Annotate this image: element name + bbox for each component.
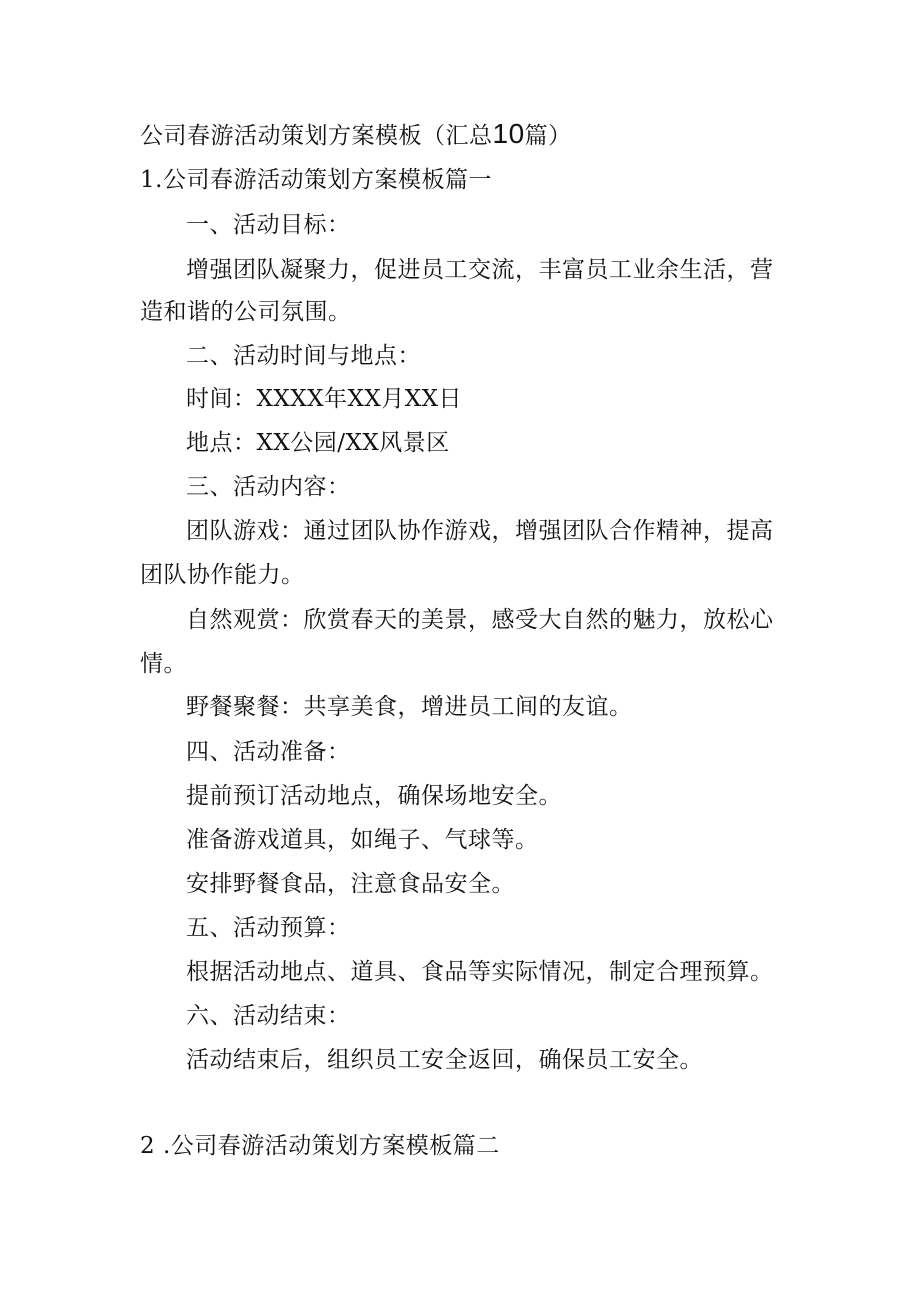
section-2-heading: 2 .公司春游活动策划方案模板篇二 [140, 1133, 500, 1159]
document-title [140, 119, 572, 151]
team-game-text-line-1: 团队游戏：通过团队协作游戏，增强团队合作精神，提高 [186, 518, 774, 544]
title-text-post: 篇） [524, 123, 572, 149]
title-number: 10 [492, 118, 525, 149]
heading-time-place: 二、活动时间与地点： [186, 343, 421, 369]
budget-text: 根据活动地点、道具、食品等实际情况，制定合理预算。 [186, 959, 774, 985]
prep-item-2: 准备游戏道具，如绳子、气球等。 [186, 827, 539, 853]
heading-content: 三、活动内容： [186, 474, 351, 500]
heading-goal: 一、活动目标： [186, 212, 351, 238]
section-1-heading: 1.公司春游活动策划方案模板篇一 [140, 167, 492, 193]
prep-item-3: 安排野餐食品，注意食品安全。 [186, 871, 515, 897]
team-game-text-line-2: 团队协作能力。 [140, 562, 305, 588]
title-text-pre: 公司春游活动策划方案模板（汇总 [140, 123, 493, 149]
prep-item-1: 提前预订活动地点，确保场地安全。 [186, 783, 562, 809]
heading-prep: 四、活动准备： [186, 739, 351, 765]
end-text: 活动结束后，组织员工安全返回，确保员工安全。 [186, 1047, 703, 1073]
nature-text-line-2: 情。 [140, 651, 187, 677]
heading-budget: 五、活动预算： [186, 915, 351, 941]
goal-text-line-2: 造和谐的公司氛围。 [140, 299, 352, 325]
goal-text-line-1: 增强团队凝聚力，促进员工交流，丰富员工业余生活，营 [186, 257, 774, 283]
time-text: 时间：XXXX年XX月XX日 [186, 386, 462, 412]
heading-end: 六、活动结束： [186, 1003, 351, 1029]
nature-text-line-1: 自然观赏：欣赏春天的美景，感受大自然的魅力，放松心 [186, 607, 774, 633]
picnic-text: 野餐聚餐：共享美食，增进员工间的友谊。 [186, 694, 633, 720]
place-text: 地点：XX公园/XX风景区 [186, 430, 450, 456]
